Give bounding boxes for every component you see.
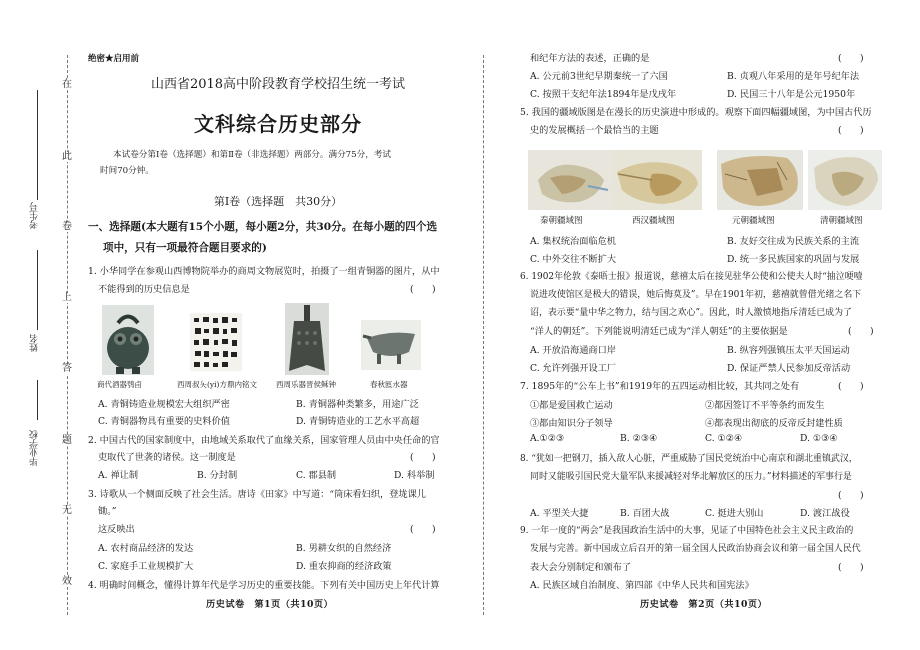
label-name: 姓名 (30, 334, 40, 352)
q7-option-a: A.①②③ (530, 433, 565, 444)
q4-stem: 4. 明确时间概念，懂得计算年代是学习历史的重要技能。下列有关中国历史上年代计算 (88, 580, 440, 591)
page-footer-right: 历史试卷 第2页（共10页） (640, 599, 768, 610)
q4-option-b: B. 贞观八年采用的是年号纪年法 (727, 71, 860, 82)
q4-option-a: A. 公元前3世纪早期秦统一了六国 (530, 71, 668, 82)
q2-stem: 2. 中国古代的国家制度中，由地域关系取代了血缘关系，国家管理人员由中央任命的官 (88, 435, 440, 446)
subject-title: 文科综合历史部分 (194, 112, 362, 136)
bronze-bell-image (285, 303, 329, 375)
q1-stem: 1. 小华同学在参观山西博物院举办的商周文物展览时，拍摄了一组青铜器的图片，从中 (88, 266, 440, 277)
answer-paren: ( ) (838, 125, 864, 136)
q7-option-c: C. ①②④ (705, 433, 743, 444)
q3-option-d: D. 重农抑商的经济政策 (296, 561, 392, 572)
q4-stem: 和纪年方法的表述，正确的是 (530, 53, 650, 64)
q2-option-b: B. 分封制 (197, 470, 238, 481)
western-han-map-image (612, 150, 702, 210)
map-caption: 秦朝疆域图 (540, 216, 583, 226)
q6-option-a: A. 开放沿海通商口岸 (530, 345, 616, 356)
q7-item-3: ③都由知识分子领导 (530, 418, 613, 429)
field-line-school (37, 380, 38, 420)
q9-stem: 表大会分别制定和颁布了 (530, 562, 632, 573)
q1-option-d: D. 青铜铸造业的工艺水平高超 (296, 416, 420, 427)
yuan-map-image (717, 150, 803, 210)
q3-option-c: C. 家庭手工业规模扩大 (98, 561, 194, 572)
q1-option-b: B. 青铜器种类繁多，用途广泛 (296, 399, 419, 410)
q6-stem: 6. 1902年伦敦《泰晤士报》报道说，慈禧太后在接见驻华公使和公使夫人时“抽泣哽噎 (520, 272, 863, 282)
center-fold-line (483, 55, 484, 615)
q6-stem: “洋人的朝廷”。下列能说明清廷已成为“洋人朝廷”的主要依据是 (530, 326, 788, 337)
q6-option-c: C. 允许列强开设工厂 (530, 363, 617, 374)
label-exam-number: 考生号 (30, 202, 40, 229)
page-footer-left: 历史试卷 第1页（共10页） (206, 599, 334, 610)
margin-char: 效 (62, 576, 72, 587)
margin-char: 卷 (62, 221, 72, 232)
q8-option-d: D. 渡江战役 (800, 508, 850, 519)
q6-option-d: D. 保证严禁人民参加反帝活动 (727, 363, 851, 374)
q5-stem: 5. 我国的疆域版图是在漫长的历史演进中形成的。观察下面四幅疆域图，为中国古代历 (520, 107, 872, 118)
q7-option-d: D. ①③④ (800, 433, 838, 444)
margin-char: 题 (62, 435, 72, 446)
q3-option-b: B. 男耕女织的自然经济 (296, 543, 392, 554)
q2-option-d: D. 科举制 (394, 470, 435, 481)
q6-stem: 说进攻使馆区是极大的错误，她后悔莫及”。早在1901年初，慈禧就曾借光绪之名下 (530, 290, 862, 300)
q2-option-c: C. 郡县制 (296, 470, 337, 481)
q7-item-1: ①都是爱国救亡运动 (530, 400, 613, 411)
q1-option-a: A. 青铜铸造业规模宏大组织严密 (98, 399, 230, 410)
q8-stem: 8. “犹如一把钢刀，插入敌人心脏，严重威胁了国民党统治中心南京和湖北重镇武汉， (520, 454, 858, 464)
margin-char: 答 (62, 363, 72, 374)
secret-mark: 绝密★启用前 (88, 54, 140, 64)
map-caption: 清朝疆域图 (820, 216, 863, 226)
q7-option-b: B. ②③④ (620, 433, 658, 444)
map-caption: 元朝疆域图 (732, 216, 775, 226)
field-line-exam-number (37, 90, 38, 200)
section-title: 第Ⅰ卷（选择题 共30分） (213, 195, 343, 208)
part1-title: 项中，只有一项最符合题目要求的) (103, 242, 267, 254)
q5-option-b: B. 友好交往成为民族关系的主流 (727, 236, 860, 247)
q9-stem: 9. 一年一度的“两会”是我国政治生活中的大事，见证了中国特色社会主义民主政治的 (520, 526, 854, 536)
q8-option-b: B. 百团大战 (620, 508, 670, 519)
q9-stem: 发展与完善。新中国成立后召开的第一届全国人民政治协商会议和第一届全国人民代 (530, 544, 861, 554)
margin-char: 上 (62, 292, 72, 303)
q5-option-a: A. 集权统治面临危机 (530, 236, 616, 247)
margin-char: 此 (62, 151, 72, 162)
q8-option-c: C. 挺进大别山 (705, 508, 764, 519)
q2-stem: 吏取代了世袭的诸侯。这一制度是 (98, 452, 236, 463)
margin-char: 无 (62, 505, 72, 516)
owl-vessel-image (102, 305, 154, 375)
answer-paren: ( ) (838, 53, 864, 64)
map-caption: 西汉疆域图 (632, 216, 675, 226)
inscription-image (190, 313, 242, 371)
answer-paren: ( ) (838, 562, 864, 573)
q3-stem: 3. 诗歌从一个侧面反映了社会生活。唐诗《田家》中写道：“筒床看妇织，登垅课儿 (88, 489, 426, 500)
answer-paren: ( ) (410, 452, 436, 463)
part1-title: 一、选择题(本大题有15个小题，每小题2分，共30分。在每小题的四个选 (88, 221, 438, 233)
instructions-line: 本试卷分第Ⅰ卷（选择题）和第Ⅱ卷（非选择题）两部分。满分75分，考试 (113, 150, 391, 160)
q5-option-d: D. 统一多民族国家的巩固与发展 (727, 254, 860, 265)
label-school: 毕业学校 (30, 430, 40, 466)
answer-paren: ( ) (848, 326, 874, 337)
instructions-line: 时间70分钟。 (100, 166, 154, 176)
q9-option-a: A. 民族区域自治制度、第四部《中华人民共和国宪法》 (530, 580, 754, 591)
q7-stem: 7. 1895年的“公车上书”和1919年的五四运动相比较，其共同之处有 (520, 381, 800, 392)
image-caption: 西周叔夨(yi)方鼎内铭文 (177, 380, 257, 389)
answer-paren: ( ) (410, 284, 436, 295)
q8-option-a: A. 平型关大捷 (530, 508, 589, 519)
q3-option-a: A. 农村商品经济的发达 (98, 543, 194, 554)
q7-item-2: ②都因签订不平等条约而发生 (705, 400, 825, 411)
qin-map-image (528, 150, 614, 210)
answer-paren: ( ) (838, 490, 864, 501)
qing-map-image (808, 150, 882, 210)
q6-stem: 诏，表示要“量中华之物力，结与国之欢心”。因此，时人激愤地指斥清廷已成为了 (530, 308, 852, 318)
image-caption: 西周乐器晋侯稣钟 (276, 380, 336, 389)
exam-title: 山西省2018高中阶段教育学校招生统一考试 (150, 77, 406, 92)
q5-option-c: C. 中外交往不断扩大 (530, 254, 617, 265)
q7-item-4: ④都表现出彻底的反帝反封建性质 (705, 418, 843, 429)
q4-option-c: C. 按照干支纪年法1894年是戊戌年 (530, 89, 677, 100)
q4-option-d: D. 民国三十八年是公元1950年 (727, 89, 856, 100)
answer-paren: ( ) (410, 524, 436, 535)
q1-option-c: C. 青铜器物具有重要的史料价值 (98, 416, 230, 427)
binding-cut-line (67, 55, 68, 615)
margin-char: 在 (62, 79, 72, 90)
field-line-name (37, 250, 38, 330)
image-caption: 商代酒器鸮卣 (97, 380, 142, 389)
q3-stem: 锄。” (98, 506, 117, 517)
q8-stem: 同时又能吸引国民党大量军队来援减轻对华北解放区的压力。”材料描述的军事行是 (530, 472, 852, 482)
q3-stem: 这反映出 (98, 524, 135, 535)
answer-paren: ( ) (838, 381, 864, 392)
q1-stem: 不能得到的历史信息是 (98, 284, 190, 295)
q6-option-b: B. 纵容列强镇压太平天国运动 (727, 345, 850, 356)
q5-stem: 史的发展概括一个最恰当的主题 (530, 125, 659, 136)
image-caption: 春秋匜水器 (370, 380, 408, 389)
q2-option-a: A. 禅让制 (98, 470, 139, 481)
water-vessel-image (361, 320, 421, 370)
